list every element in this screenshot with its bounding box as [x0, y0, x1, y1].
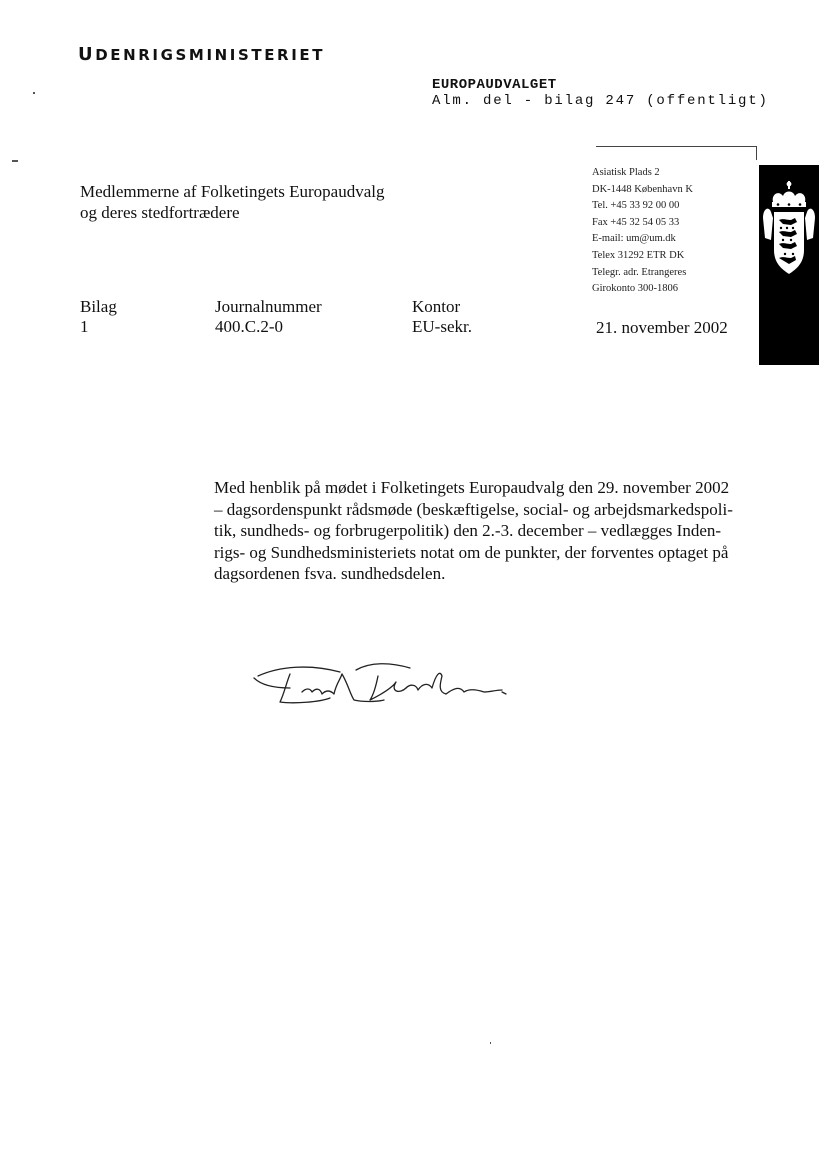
signature: [250, 654, 520, 714]
bilag-value: 1: [80, 317, 89, 336]
ministry-name: UDENRIGSMINISTERIET: [78, 44, 326, 65]
body-line: tik, sundheds- og forbrugerpolitik) den 2.-3. december – vedlægges Inden-: [214, 521, 722, 540]
contact-tel: Tel. +45 33 92 00 00: [592, 200, 680, 212]
addressee: [80, 181, 385, 223]
scan-mark: [12, 160, 18, 162]
coat-of-arms-icon: [761, 178, 817, 288]
contact-block: [592, 165, 693, 298]
journal-label: Journalnummer: [215, 297, 322, 316]
divider: [596, 146, 756, 147]
contact-giro: Girokonto 300-1806: [592, 283, 679, 295]
bilag-label: Bilag: [80, 297, 117, 316]
document-reference: Alm. del - bilag 247 (offentligt): [432, 93, 769, 109]
contact-email: E-mail: um@um.dk: [592, 233, 676, 245]
body-line: rigs- og Sundhedsministeriets notat om de punkter, der forventes optaget på: [214, 542, 729, 562]
divider: [756, 146, 757, 160]
addressee-line-1: Medlemmerne af Folketingets Europaudvalg: [80, 182, 385, 201]
journal-value: 400.C.2-0: [215, 317, 283, 336]
kontor-value: EU-sekr.: [412, 317, 472, 336]
letter-date: 21. november 2002: [596, 318, 728, 337]
contact-telegram: Telegr. adr. Etrangeres: [592, 266, 687, 278]
addressee-line-2: og deres stedfortrædere: [80, 203, 240, 222]
contact-telex: Telex 31292 ETR DK: [592, 249, 685, 261]
committee-stamp: EUROPAUDVALGET: [432, 77, 557, 93]
body-line: – dagsordenspunkt rådsmøde (beskæftigelse, social- og arbejdsmarkedspoli-: [214, 499, 733, 519]
letter-body: [214, 477, 754, 585]
scan-mark: [490, 1042, 491, 1044]
contact-address: Asiatisk Plads 2: [592, 167, 660, 178]
contact-fax: Fax +45 32 54 05 33: [592, 216, 680, 228]
kontor-label: Kontor: [412, 297, 461, 316]
scan-mark: [33, 92, 35, 94]
body-line: dagsordenen fsva. sundhedsdelen.: [214, 564, 446, 583]
contact-city: DK-1448 København K: [592, 183, 693, 195]
body-line: Med henblik på mødet i Folketingets Europaudvalg den 29. november 2002: [214, 478, 730, 497]
